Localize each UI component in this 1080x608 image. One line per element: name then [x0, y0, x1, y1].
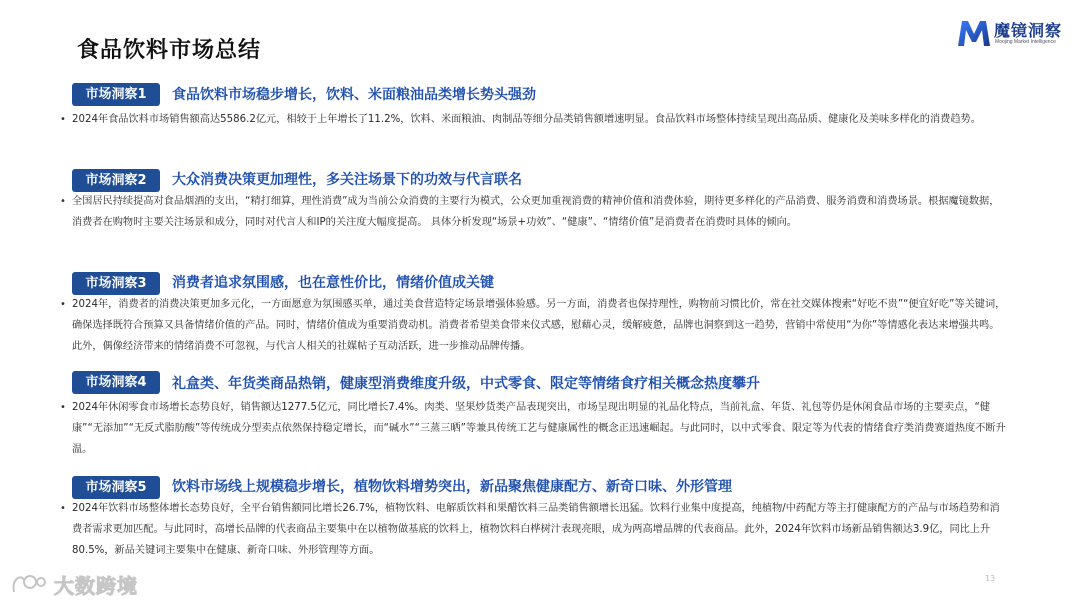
insight-badge: 市场洞察2 — [72, 169, 160, 192]
watermark — [8, 568, 138, 600]
bullet-dot: • — [60, 402, 66, 413]
insight-badge: 市场洞察5 — [72, 476, 160, 499]
insight-heading: 大众消费决策更加理性，多关注场景下的功效与代言联名 — [172, 172, 522, 188]
insight-badge: 市场洞察1 — [72, 83, 160, 106]
page-number: 13 — [985, 574, 996, 583]
insight-badge: 市场洞察4 — [72, 371, 160, 394]
page-title: 食品饮料市场总结 — [77, 38, 262, 63]
insight-body: 2024年休闲零食市场增长态势良好，销售额达1277.5亿元，同比增长7.4%。肉类、坚果炒货类产品表现突出，市场呈现出明显的礼品化特点，当前礼盒、年货、礼包等仍是休闲食品市场的主要卖点，“健康”“无添加”“无反式脂肪酸”等传统成分型卖点依然保持稳定增长，而“碱水”“三蒸三晒”等兼具传统工艺与健康属性的概念正迅速崛起。与此同时，以中式零食、限定等为代表的情绪食疗类消费赛道热度不断升温。 — [72, 402, 1006, 455]
watermark-text: 大数跨境 — [54, 573, 138, 598]
insight-heading: 礼盒类、年货类商品热销，健康型消费维度升级，中式零食、限定等情绪食疗相关概念热度攀升 — [172, 376, 760, 392]
company-logo — [956, 16, 1066, 52]
bullet-dot: • — [60, 299, 66, 310]
logo-name: 魔镜洞察 — [994, 21, 1063, 40]
insight-heading: 饮料市场线上规模稳步增长，植物饮料增势突出，新品聚焦健康配方、新奇口味、外形管理 — [172, 479, 732, 495]
bullet-dot: • — [60, 196, 66, 207]
insight-heading: 食品饮料市场稳步增长，饮料、米面粮油品类增长势头强劲 — [172, 87, 536, 103]
logo-subtitle: Moojing Market Intelligence — [995, 39, 1056, 45]
insight-heading: 消费者追求氛围感，也在意性价比，情绪价值成关键 — [172, 275, 494, 291]
brand-watermark-icon — [8, 570, 48, 598]
bullet-dot: • — [60, 503, 66, 514]
m-logo-icon — [956, 18, 992, 48]
insight-body: 2024年，消费者的消费决策更加多元化，一方面愿意为氛围感买单，通过美食营造特定场景增强体验感。另一方面，消费者也保持理性，购物前习惯比价，常在社交媒体搜索“好吃不贵”“便宜好吃”等关键词，确保选择既符合预算又具备情绪价值的产品。同时，情绪价值成为重要消费动机。消费者希望美食带来仪式感，慰藉心灵，缓解疲惫，品牌也洞察到这一趋势，营销中常使用“为你”等情感化表达来增强共鸣。此外，偶像经济带来的情绪消费不可忽视，与代言人相关的社媒帖子互动活跃，进一步推动品牌传播。 — [72, 299, 1006, 352]
insight-body: 全国居民持续提高对食品烟酒的支出，“精打细算，理性消费”成为当前公众消费的主要行为模式，公众更加重视消费的精神价值和消费体验，期待更多样化的产品消费、服务消费和消费场景。根据魔镜数据，消费者在购物时主要关注场景和成分，同时对代言人和IP的关注度大幅度提高。 具体分析发现“场景+功效”、“健康”、“情绪价值”是消费者在消费时具体的倾向。 — [72, 196, 1000, 228]
insight-body: 2024年食品饮料市场销售额高达5586.2亿元，相较于上年增长了11.2%，饮料、米面粮油、肉制品等细分品类销售额增速明显。食品饮料市场整体持续呈现出高品质、健康化及美味多样化的消费趋势。 — [72, 114, 981, 125]
insight-body: 2024年饮料市场整体增长态势良好，全平台销售额同比增长26.7%，植物饮料、电解质饮料和果醋饮料三品类销售额增长迅猛。饮料行业集中度提高，纯植物/中药配方等主打健康配方的产品与市场趋势和消费者需求更加匹配。与此同时，高增长品牌的代表商品主要集中在以植物做基底的饮料上，植物饮料白桦树汁表现亮眼，成为两高增品牌的代表商品。此外，2024年饮料市场新品销售额达3.9亿，同比上升80.5%，新品关键词主要集中在健康、新奇口味、外形管理等方面。 — [72, 503, 1000, 556]
bullet-dot: • — [60, 114, 66, 125]
insight-badge: 市场洞察3 — [72, 272, 160, 295]
